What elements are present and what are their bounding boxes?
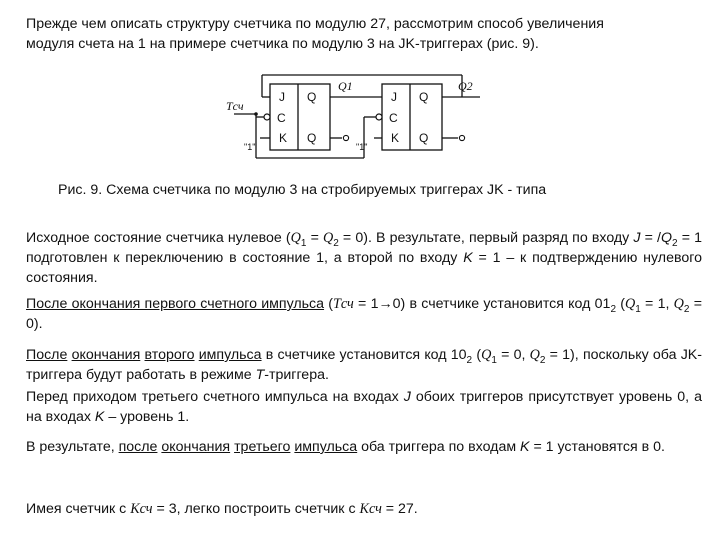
paragraph-third-pulse: В результате, после окончания третьего импульса оба триггера по входам K = 1 установятся в 0. bbox=[26, 439, 665, 455]
paragraph-initial-state: Исходное состояние счетчика нулевое $(Q_1 = Q_2 = 0)$. В результате, первый разряд по входу $J = /Q_2 = 1$ подготовлен к переключению в состояние 1, а второй по входу K = 1 – к подтверждению нулевого состояния. bbox=[26, 230, 702, 286]
ff1-pin-q: Q bbox=[307, 90, 317, 104]
ff2-pin-qbar: Q bbox=[419, 131, 429, 145]
ff2-pin-q: Q bbox=[419, 90, 429, 104]
ff2-pin-k: K bbox=[391, 131, 400, 145]
counter-schematic bbox=[226, 70, 486, 166]
paragraph-conclusion: Имея счетчик с Kсч = 3, легко построить счетчик с Kсч = 27. bbox=[26, 501, 418, 517]
ff2-pin-c: C bbox=[389, 111, 398, 125]
clock-inversion-2 bbox=[376, 114, 382, 120]
one-label-2: "1" bbox=[356, 142, 368, 152]
intro-text bbox=[26, 14, 702, 54]
paragraph-first-pulse: После окончания первого счетного импульса (Tсч = 1→0) в счетчике установится код $01_2$ ($Q_1 = 1$, $Q_2 = 0$). bbox=[26, 296, 703, 332]
ff1-pin-qbar: Q bbox=[307, 131, 317, 145]
one-label-1: "1" bbox=[244, 142, 256, 152]
q1-label: Q1 bbox=[338, 79, 353, 93]
paragraph-second-pulse: После окончания второго импульса в счетчике установится код $10_2$ ($Q_1 = 0$, $Q_2 = 1$), поскольку оба JK-триггера будут работать в режиме T-триггера. bbox=[26, 347, 702, 383]
ff1-pin-k: K bbox=[279, 131, 288, 145]
clock-inversion-1 bbox=[264, 114, 270, 120]
ff2-pin-j: J bbox=[391, 90, 397, 104]
intro-line-2: модуля счета на 1 на примере счетчика по модулю 3 на JK-триггерах (рис. 9). bbox=[26, 36, 539, 52]
intro-line-1: Прежде чем описать структуру счетчика по модулю 27, рассмотрим способ увеличения bbox=[26, 16, 604, 32]
figure-caption: Рис. 9. Схема счетчика по модулю 3 на стробируемых триггерах JK - типа bbox=[58, 182, 547, 198]
ff1-pin-j: J bbox=[279, 90, 285, 104]
ff1-pin-c: C bbox=[277, 111, 286, 125]
paragraph-before-third: Перед приходом третьего счетного импульса на входах J обоих триггеров присутствует уровень 0, а на входах K – уровень 1. bbox=[26, 389, 702, 425]
q2-label: Q2 bbox=[458, 79, 473, 93]
clock-label: Tсч bbox=[226, 99, 244, 113]
